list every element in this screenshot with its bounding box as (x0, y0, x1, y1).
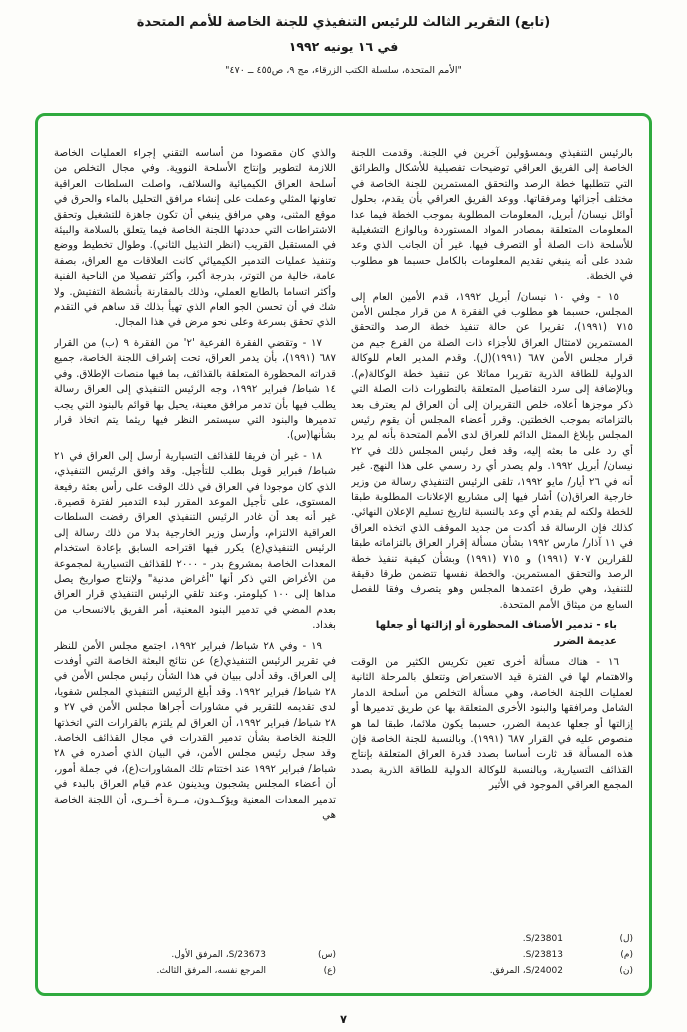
section-heading: باء - تدمير الأصناف المحظورة أو إزالتها أو جعلها عديمة الضرر (375, 620, 617, 647)
footnotes-block (54, 939, 336, 979)
column-paragraphs (351, 146, 633, 923)
page-number: ٧ (339, 1012, 348, 1026)
footnote (351, 963, 633, 979)
text-column-right (351, 146, 633, 979)
footnote-marker: (ن) (619, 966, 633, 976)
footnote (351, 947, 633, 963)
paragraph: ١٧ - وتقضي الفقرة الفرعية '٢' من الفقرة ٩ (ب) من القرار ٦٨٧ (١٩٩١)، بأن يدمر العراق، تحت إشراف اللجنة الخاصة، جميع قدراته المحظورة المتعلقة بالقذائف، بما فيها منصات الإطلاق. وفي ١٤ شباط/ فبراير ١٩٩٢، وجه الرئيس التنفيذي إلى العراق رسالة يطلب فيها بأن تدمر مرافق معينة، يحيل بها قوائم بالبنود التي يجب تدميرها والبنود التي سيستمر النظر فيها ريثما يتم اتخاذ قرار بشأنها(س). (54, 337, 336, 442)
report-date: في ١٦ يونيه ١٩٩٢ (288, 39, 399, 54)
paragraph: بالرئيس التنفيذي وبمسؤولين آخرين في اللجنة. وقدمت اللجنة الخاصة إلى الفريق العراقي توضيحات تفصيلية للأشكال والطرائق التي تتطلبها خطة الرصد والتحقق المستمرين للجنة الخاصة في مختلف أجزائها ومرفقاتها. ووعد الفريق العراقي بأن يقدم، بحلول أوائل نيسان/ أبريل، المعلومات المطلوبة بموجب الخطة فيما عدا المعلومات المتعلقة بمصادر المواد المستوردة وبالوازع التشغيلية للأسلحة ذات الصلة أو التصرف فيها. غير أن الجانب الذي وعد شدد على أنه ينبغي تقديم المعلومات بالكامل حسبما هو مطلوب في الخطة. (351, 148, 633, 283)
footnote-text: S/23673، المرفق الأول. (171, 950, 266, 960)
footnote-marker: (س) (317, 950, 336, 960)
footnote (351, 931, 633, 947)
footnote (54, 963, 336, 979)
document-header (0, 0, 687, 76)
footnote-text: S/23801. (522, 934, 563, 944)
footnote (54, 947, 336, 963)
paragraph: والذي كان مقصودا من أساسه التقني إجراء العمليات الخاصة اللازمة لتطوير وإنتاج الأسلحة النووية. وفي مجال التخلص من أسلحة العراق الكيميائية والسلائف، واصلت السلطات العراقية تعاونها المثلي وعملت على إنشاء مرافق التحليل بالماء والحرق في موقع المثنى، وهي مرافق ينبغي أن تكون جاهزة للتشغيل وتحقق الاشتراطات التي حددتها اللجنة الخاصة فيما يتعلق بالسلامة والبيئة في المستقبل القريب (انظر التذييل الثاني). وطوال تخطيط ووضع وتنفيذ عمليات التدمير الكيميائي كانت العلاقات مع العراق، بصفة عامة، خالية من التوتر، بدرجة أكبر، وأكثر تفصيلا من الناحية الفنية وأكثر اتساما بالطابع العملي، وذلك بالمقارنة بأنشطة التفتيش. ولا شك في أن تحسن الجو العام الذي تهيأ بذلك قد ساهم في التقدم الذي تحقق بسرعة وعلى نحو مرض في هذا المجال. (54, 148, 336, 329)
paragraph: ١٨ - غير أن فريقا للقذائف التسيارية أرسل إلى العراق في ٢١ شباط/ فبراير قوبل بطلب للتأجيل. وقد وافق الرئيس التنفيذي، الذي كان موجودا في العراق في ذلك الوقت على رأس بعثة رفيعة المستوى، على تأجيل الموعد المقرر لبدء التدمير لفترة قصيرة. غير أنه بعد أن غادر الرئيس التنفيذي العراق رفضت السلطات العراقية الالتزام، وأرسل وزير الخارجية بدلا من ذلك رسالة إلى الرئيس التنفيذي(ع) يكرر فيها اقتراحه السابق بإعادة استخدام المعدات الخاصة بمشروع بدر - ٢٠٠٠ للقذائف التسيارية لمجموعة من الأغراض التي ذكر أنها "أغراض مدنية" ولإنتاج صواريخ يصل مداها إلى ١٠٠ كيلومتر. وعند تلقي الرئيس التنفيذي قرار العراق بعدم المضي في تدمير البنود المعنية، أمر الفريق بالانسحاب من بغداد. (54, 450, 336, 632)
report-title: (تابع) التقرير الثالث للرئيس التنفيذي للجنة الخاصة للأمم المتحدة (136, 15, 551, 30)
source-citation: "الأمم المتحدة، سلسلة الكتب الزرقاء، مج ٩، ص٤٥٥ ــ ٤٧٠" (225, 65, 462, 76)
column-paragraphs (54, 146, 336, 939)
footnote-text: S/24002، المرفق. (489, 966, 563, 976)
text-columns (54, 146, 633, 979)
footnote-text: S/23813. (522, 950, 563, 960)
footnote-marker: (م) (620, 950, 633, 960)
footnote-marker: (ل) (619, 934, 633, 944)
text-column-left (54, 146, 336, 979)
paragraph: ١٩ - وفي ٢٨ شباط/ فبراير ١٩٩٢، اجتمع مجلس الأمن للنظر في تقرير الرئيس التنفيذي(ع) عن نتائج البعثة الخاصة التي أوفدت إلى العراق. وقد أدلى ببيان في هذا الشأن رئيس مجلس الأمن في ٢٨ شباط/ فبراير ١٩٩٢. وقد أبلغ الرئيس التنفيذي المجلس شفويا، لدى تقديمه للتقرير في مشاورات أجراها مجلس الأمن في ٢٧ و ٢٨ شباط/ فبراير ١٩٩٢، أن العراق لم يلتزم بالقرارات التي اتخذتها اللجنة الخاصة بشأن تدمير القدرات في مجال القذائف الخاصة. وقد سجل رئيس مجلس الأمن، في البيان الذي أصدره في ٢٨ شباط/ فبراير ١٩٩٢ عند اختتام تلك المشاورات(ع)، في جملة أمور، أن أعضاء المجلس يشجبون ويدينون عدم قيام العراق بالبدء في تدمير المعدات المعنية ويؤكــدون، مــرة أخــرى، أن اللجنة الخاصة هي (54, 640, 336, 822)
footnote-marker: (ع) (323, 966, 336, 976)
content-border-frame (35, 113, 652, 996)
paragraph: ١٥ - وفي ١٠ نيسان/ أبريل ١٩٩٢، قدم الأمين العام إلى المجلس، حسبما هو مطلوب في الفقرة ٨ من قرار مجلس الأمن ٧١٥ (١٩٩١)، تقريرا عن حالة تنفيذ خطة الرصد والتحقق المستمرين لامتثال العراق للأجزاء ذات الصلة من الفرع جيم من قرار مجلس الأمن ٦٨٧ (١٩٩١)(ل). وقدم المدير العام للوكالة الدولية للطاقة الذرية تقريرا مماثلا عن تنفيذ خطة الوكالة(م). وبالإضافة إلى سرد التفاصيل المتعلقة بالتطورات ذات الصلة التي ذكر موجزها أعلاه، خلص التقريران إلى أن العراق لم يعترف بعد بالتزاماته بموجب الخطتين. وقرر أعضاء المجلس أن يقوم رئيس المجلس بإبلاغ الممثل الدائم للعراق لدى الأمم المتحدة بأنه لم يرد أي رد على ما بعثه إليه، وقد فعل رئيس المجلس ذلك في ٢٢ نيسان/ أبريل ١٩٩٢. ولم يصدر أي رد رسمي على هذا النهج. غير أنه في ٢٦ أيار/ مايو ١٩٩٢، تلقى الرئيس التنفيذي رسالة من وزير خارجية العراق(ن) أشار فيها إلى مشاريع الإعلانات المطلوبة طبقا للخطة ولكنه لم يقدم أي وعد بالنسبة لتاريخ تسليم الإعلان النهائي. كذلك فإن الرسالة قد أكدت من جديد الموقف الذي اتخذه العراق في ١١ آذار/ مارس ١٩٩٢ بشأن مسألة إقرار العراق بالتزاماته طبقا للقرارين ٧٠٧ (١٩٩١) و ٧١٥ (١٩٩١) وبشأن كيفية تنفيذ خطة الرصد والتحقق المستمرين. والخطة نفسها تتضمن طرقا دقيقة للتنفيذ، وهي طرق اعتمدها المجلس وهو يتصرف وفقا للفصل السابع من ميثاق الأمم المتحدة. (351, 291, 633, 611)
footnotes-block (351, 923, 633, 979)
footnote-text: المرجع نفسه، المرفق الثالث. (156, 966, 266, 976)
paragraph: ١٦ - هناك مسألة أخرى تعين تكريس الكثير من الوقت والاهتمام لها في الفترة قيد الاستعراض وتتعلق بالمرحلة الثانية لعمليات اللجنة الخاصة، وهي مسألة التخلص من أسلحة الدمار الشامل ومرافقها والبنود الأخرى المتعلقة بها عن طريق تدميرها أو إزالتها أو جعلها عديمة الضرر، حسبما يكون ملائما، طبقا لما هو منصوص عليه في القرار ٦٨٧ (١٩٩١). وبالنسبة للجنة الخاصة فإن هذه المسألة قد ثارت أساسا بصدد قدرة العراق المتعلقة بإنتاج القذائف التسيارية، وبالنسبة للوكالة الدولية للطاقة الذرية بصدد المجمع العراقي الموجود في الأثير (351, 657, 633, 792)
